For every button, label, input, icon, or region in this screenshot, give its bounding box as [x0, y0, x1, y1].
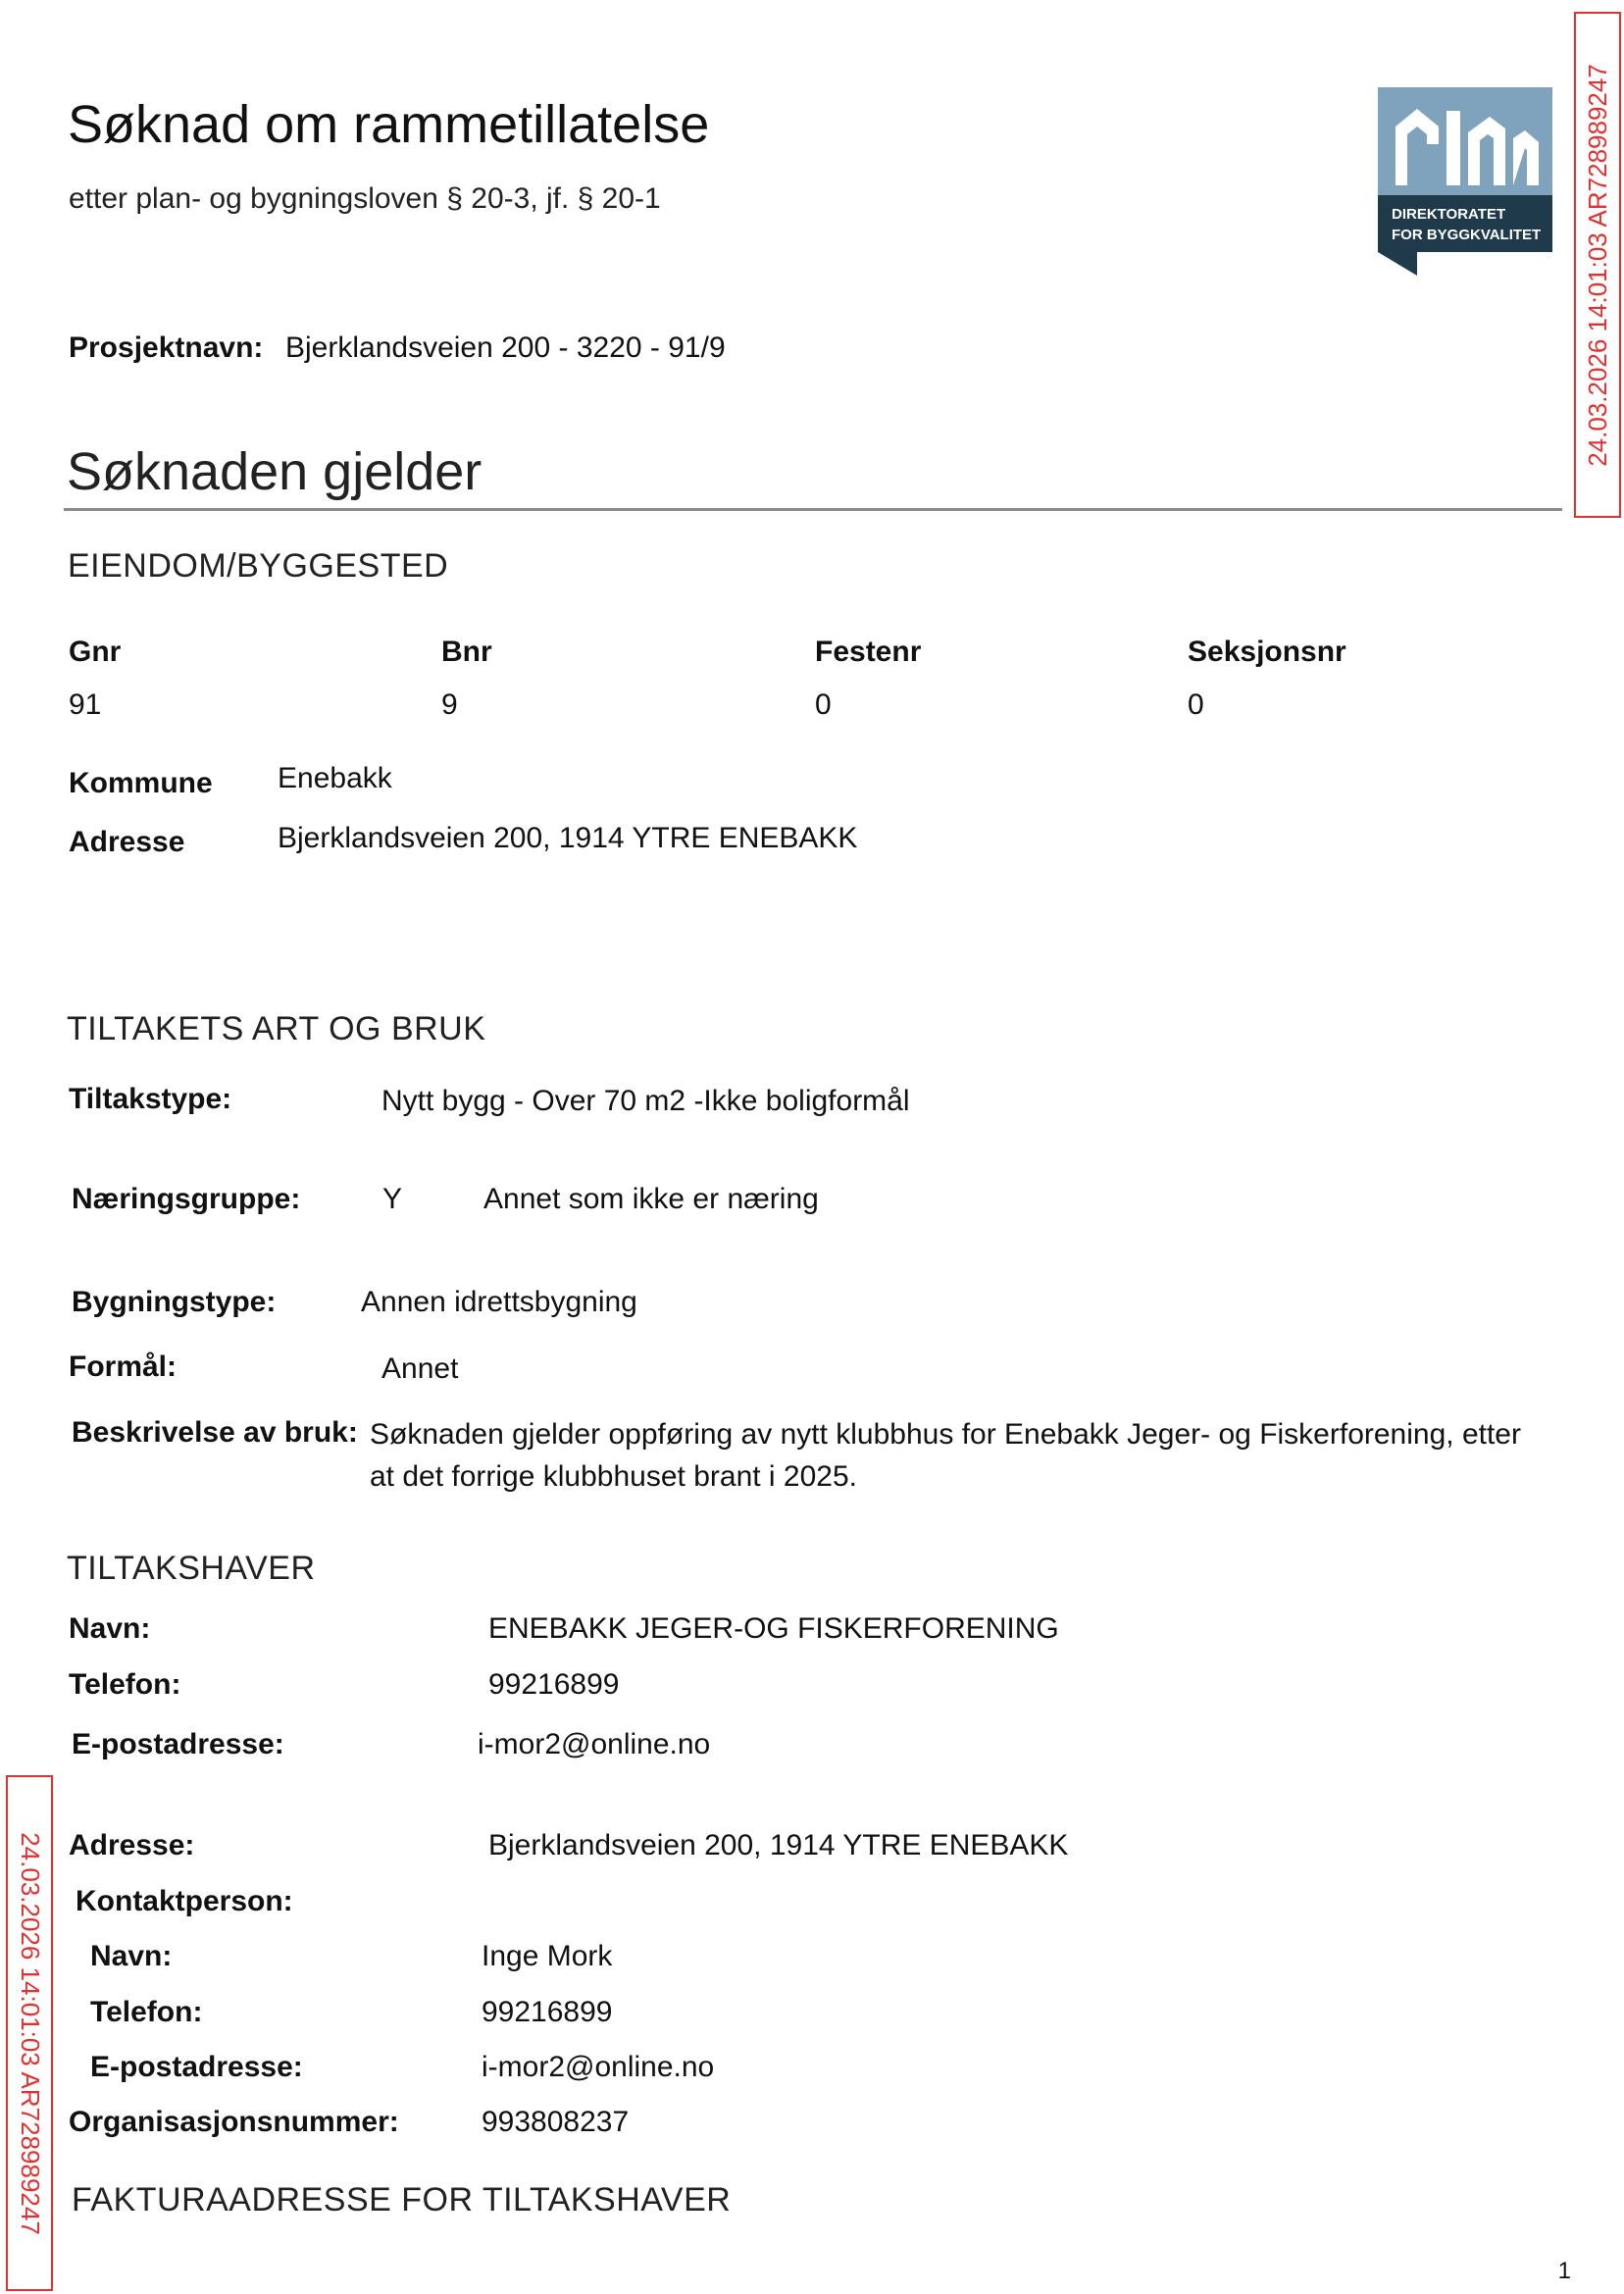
tiltakshaver-navn-value: ENEBAKK JEGER-OG FISKERFORENING: [488, 1612, 1059, 1645]
kontaktperson-label: Kontaktperson:: [76, 1885, 293, 1917]
beskrivelse-label: Beskrivelse av bruk:: [72, 1416, 358, 1449]
page-title: Søknad om rammetillatelse: [68, 95, 710, 154]
seksjonsnr-label: Seksjonsnr: [1188, 636, 1346, 668]
kontakt-navn-value: Inge Mork: [482, 1940, 613, 1972]
eiendom-heading: EIENDOM/BYGGESTED: [68, 547, 449, 585]
adresse-value: Bjerklandsveien 200, 1914 YTRE ENEBAKK: [278, 822, 858, 854]
page-number: 1: [1557, 2258, 1571, 2284]
logo-graphic: [1378, 87, 1552, 276]
timestamp-stamp-top: [1574, 12, 1621, 518]
kommune-label: Kommune: [69, 767, 213, 799]
logo-text-line1: DIREKTORATET: [1392, 206, 1506, 223]
timestamp-stamp-bottom: [6, 1775, 53, 2291]
adresse-label: Adresse: [69, 826, 185, 858]
kommune-value: Enebakk: [278, 762, 392, 794]
kontakt-epost-label: E-postadresse:: [90, 2051, 303, 2083]
section-heading-main: Søknaden gjelder: [67, 442, 482, 501]
logo-text-line2: FOR BYGGKVALITET: [1392, 227, 1542, 243]
tiltakshaver-epost-label: E-postadresse:: [72, 1728, 284, 1760]
naeringsgruppe-label: Næringsgruppe:: [72, 1183, 301, 1215]
project-name-value: Bjerklandsveien 200 - 3220 - 91/9: [285, 331, 726, 364]
tiltakshaver-heading: TILTAKSHAVER: [67, 1550, 316, 1587]
kontakt-navn-label: Navn:: [90, 1940, 173, 1972]
bygningstype-label: Bygningstype:: [72, 1286, 277, 1318]
tiltakshaver-adresse-value: Bjerklandsveien 200, 1914 YTRE ENEBAKK: [488, 1829, 1069, 1861]
orgnr-value: 993808237: [482, 2106, 630, 2138]
beskrivelse-value: Søknaden gjelder oppføring av nytt klubbhus for Enebakk Jeger- og Fiskerforening, etter at det forrige klubbhuset brant i 2025.: [370, 1418, 1521, 1493]
bnr-value: 9: [441, 688, 458, 721]
project-name-label: Prosjektnavn:: [69, 331, 264, 364]
bygningstype-value: Annen idrettsbygning: [361, 1286, 637, 1318]
faktura-heading: FAKTURAADRESSE FOR TILTAKSHAVER: [72, 2181, 732, 2218]
orgnr-label: Organisasjonsnummer:: [69, 2106, 399, 2138]
formal-value: Annet: [381, 1352, 459, 1385]
festenr-label: Festenr: [815, 636, 922, 668]
bnr-label: Bnr: [441, 636, 492, 668]
page-subtitle: etter plan- og bygningsloven § 20-3, jf. § 20-1: [69, 182, 661, 215]
naeringsgruppe-code: Y: [382, 1183, 403, 1215]
dibk-logo: [1378, 87, 1552, 276]
gnr-label: Gnr: [69, 636, 122, 668]
festenr-value: 0: [815, 688, 832, 721]
formal-label: Formål:: [69, 1351, 178, 1383]
naeringsgruppe-value: Annet som ikke er næring: [483, 1183, 819, 1215]
tiltakshaver-navn-label: Navn:: [69, 1612, 151, 1645]
tiltakstype-label: Tiltakstype:: [69, 1083, 232, 1115]
seksjonsnr-value: 0: [1188, 688, 1204, 721]
kontakt-epost-value: i-mor2@online.no: [482, 2051, 715, 2083]
tiltakshaver-telefon-label: Telefon:: [69, 1668, 181, 1701]
heading-divider: [64, 508, 1562, 511]
tiltakshaver-epost-value: i-mor2@online.no: [478, 1728, 711, 1760]
tiltakstype-value: Nytt bygg - Over 70 m2 -Ikke boligformål: [381, 1085, 910, 1117]
kontakt-telefon-label: Telefon:: [90, 1996, 203, 2028]
kontakt-telefon-value: 99216899: [482, 1996, 613, 2028]
stamp-text-top: 24.03.2026 14:01:03 AR728989247: [1582, 63, 1612, 467]
tiltakshaver-adresse-label: Adresse:: [69, 1829, 195, 1861]
tiltakshaver-telefon-value: 99216899: [488, 1668, 620, 1701]
tiltak-heading: TILTAKETS ART OG BRUK: [67, 1010, 486, 1047]
stamp-text-bottom: 24.03.2026 14:01:03 AR728989247: [15, 1831, 45, 2235]
gnr-value: 91: [69, 688, 102, 721]
